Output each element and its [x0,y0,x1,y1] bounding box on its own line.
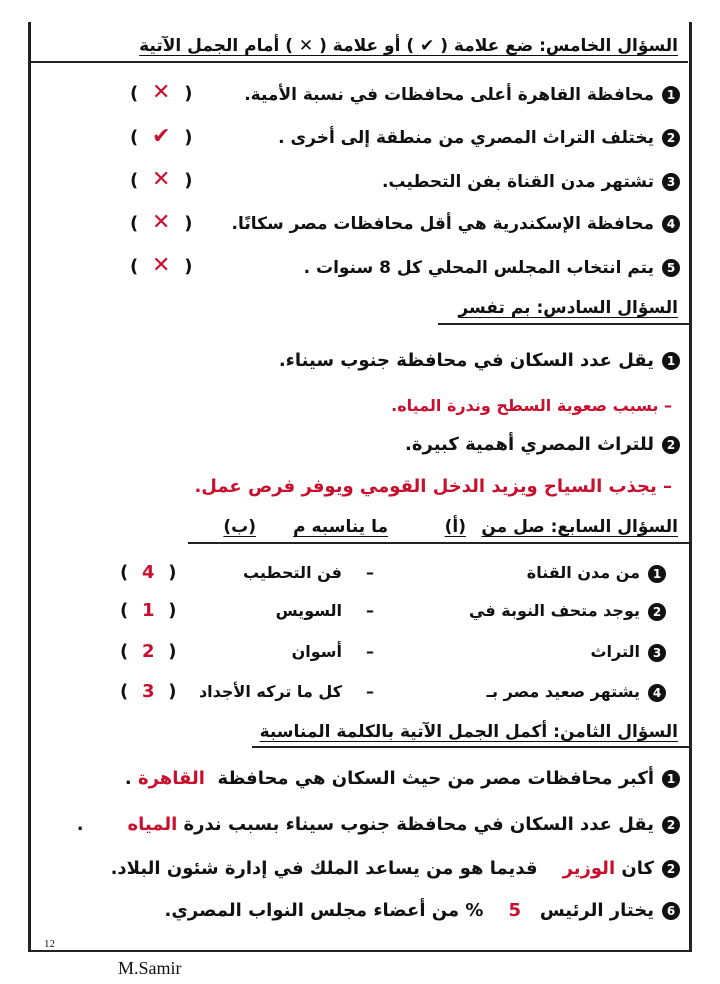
q7-row-2-a [469,601,666,621]
q6-item-2-answer: – يجذب السياح ويزيد الدخل القومي ويوفر فرص عمل. [194,476,672,497]
q8-item-2 [40,814,680,835]
q7-row-2-num: 2 [648,603,666,621]
q7-row-4-dash: – [366,682,374,701]
q7-row-3-answer: ( 2 ) [120,641,177,662]
q5-item-5-text: يتم انتخاب المجلس المحلي كل 8 سنوات . [303,258,654,278]
q8-item-3 [40,858,680,879]
q7-row-3-a [590,642,666,662]
q5-item-2-answer: ( ✔ ) [130,124,193,149]
q7-row-1-answer-value: 4 [141,562,155,583]
x-mark-icon: ✕ [152,80,171,105]
q7-row-4-b: كل ما تركه الأجداد [198,682,342,701]
q7-row-1-answer: ( 4 ) [120,562,177,583]
q8-item-4-fill: 5 [508,900,522,921]
check-mark-icon: ✔ [152,124,171,149]
q7-col-a-label: (أ) [444,517,466,537]
q7-row-3-answer-value: 2 [141,641,155,662]
q5-item-4-answer: ( ✕ ) [130,210,193,235]
q8-item-3-after: قديما هو من يساعد الملك في إدارة شئون البلاد. [110,858,538,879]
q5-item-4-num: 4 [662,215,680,233]
q7-row-2-dash: – [366,601,374,620]
q5-item-1-text: محافظة القاهرة أعلى محافظات في نسبة الأمية. [244,85,654,105]
page-number: 12 [44,938,55,950]
q8-item-1-fill: القاهرة [137,768,205,789]
q5-item-5-answer: ( ✕ ) [130,253,193,278]
q7-row-3-b: أسوان [291,642,342,661]
q7-row-4-answer-value: 3 [141,681,155,702]
q5-item-3-text: تشتهر مدن القناة بفن التحطيب. [381,172,654,192]
q7-row-1-a [527,563,666,583]
author-footer: M.Samir [118,958,182,978]
q8-item-2-before: يقل عدد السكان في محافظة جنوب سيناء بسبب ندرة [183,814,654,835]
q7-mid-label: ما يناسبه م [293,517,388,537]
q7-title-rule [188,542,692,544]
q7-title [481,517,678,537]
q8-item-1 [40,768,680,789]
q6-title-rule [438,323,692,325]
q6-item-1-answer: – بسبب صعوبة السطح وندرة المياه. [391,396,672,415]
q7-row-4-num: 4 [648,684,666,702]
q5-item-3-num: 3 [662,173,680,191]
q5-title: السؤال الخامس: ضع علامة ( ✔ ) أو علامة ( ✕ ) أمام الجمل الآتية [139,36,678,56]
q8-item-3-before: كان [621,858,654,879]
q6-item-2-text: للتراث المصري أهمية كبيرة. [405,434,654,455]
q6-item-1 [40,350,680,371]
q8-item-1-after: . [124,768,132,789]
q8-item-3-num: 2 [662,860,680,878]
q7-row-4-a-text: يشتهر صعيد مصر بـ [486,682,640,701]
q5-title-rule [28,61,688,63]
q6-item-1-num: 1 [662,352,680,370]
q6-item-2 [40,434,680,455]
q8-item-2-after: . [76,814,84,835]
q8-item-3-fill: الوزير [562,858,616,879]
q7-row-2-b: السويس [275,601,342,620]
q8-item-4-num: 6 [662,902,680,920]
q5-item-4-text: محافظة الإسكندرية هي أقل محافظات مصر سكانًا. [231,214,654,234]
q8-title-rule [252,746,692,748]
q8-item-4 [40,900,680,921]
q8-item-4-before: يختار الرئيس [539,900,654,921]
q5-item-1-num: 1 [662,86,680,104]
q7-row-1-b: فن التحطيب [242,563,342,582]
q7-row-3-a-text: التراث [590,642,640,661]
q6-item-1-text: يقل عدد السكان في محافظة جنوب سيناء. [278,350,654,371]
q7-row-3-num: 3 [648,644,666,662]
q7-row-4-answer: ( 3 ) [120,681,177,702]
q7-col-b-label: (ب) [223,517,256,537]
q7-row-1-a-text: من مدن القناة [526,563,640,582]
q5-item-5-num: 5 [662,259,680,277]
q5-item-3-answer: ( ✕ ) [130,167,193,192]
q7-row-2-a-text: يوجد متحف النوبة في [469,601,640,620]
q7-row-2-answer-value: 1 [141,600,155,621]
q7-row-4-a [487,682,666,702]
x-mark-icon: ✕ [152,210,171,235]
q5-item-2-text: يختلف التراث المصري من منطقة إلى أخرى . [278,128,654,148]
q6-item-2-num: 2 [662,436,680,454]
q6-title: السؤال السادس: بم تفسر [458,298,678,318]
q8-title: السؤال الثامن: أكمل الجمل الآتية بالكلمة المناسبة [259,722,678,742]
q7-row-1-dash: – [366,563,374,582]
q7-row-2-answer: ( 1 ) [120,600,177,621]
q7-row-3-dash: – [366,642,374,661]
x-mark-icon: ✕ [152,167,171,192]
q8-item-2-fill: المياه [127,814,178,835]
q5-item-2-num: 2 [662,129,680,147]
q8-item-2-num: 2 [662,816,680,834]
q8-item-4-after: % من أعضاء مجلس النواب المصري. [164,900,484,921]
q8-item-1-before: أكبر محافظات مصر من حيث السكان هي محافظة [217,768,654,789]
q5-item-1-answer: ( ✕ ) [130,80,193,105]
q7-row-1-num: 1 [648,565,666,583]
q7-title-text: السؤال السابع: صل من [481,517,678,537]
x-mark-icon: ✕ [152,253,171,278]
q8-item-1-num: 1 [662,770,680,788]
